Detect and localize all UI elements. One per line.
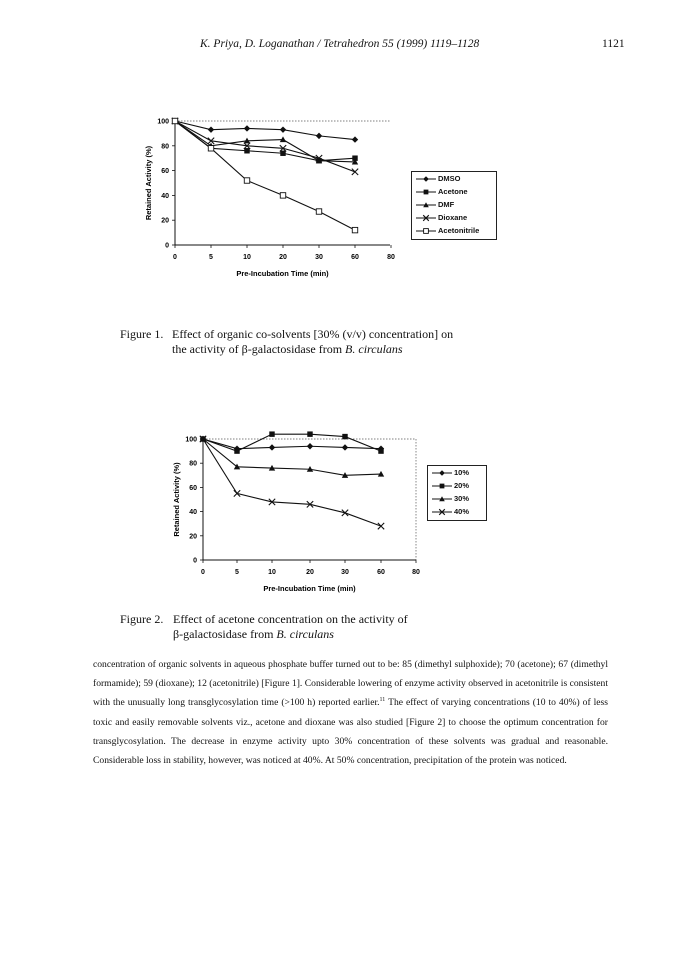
fig1-series-4: [172, 118, 357, 233]
fig1-data-point: [280, 126, 286, 132]
paragraph-1-part-a: concentration of organic solvents in aqueous phosphate buffer turned out to be: 85 (dimethyl sulphoxide); 70 (acetone); 67 (dimethyl formamide); 59 (dioxane); 12 (acetonitrile) [Figure 1]. Considerable lowering of enzyme activity observed in acetonitrile is consistent with the unusually long transglycosylation time (>100 h) reported earlier.: [93, 659, 608, 709]
fig2-data-point: [269, 444, 275, 450]
legend-label: Acetone: [438, 187, 468, 196]
fig2-data-point: [342, 434, 347, 439]
legend-swatch: [415, 213, 437, 223]
fig2-ytick-label: 20: [189, 533, 197, 541]
fig2-data-point: [342, 444, 348, 450]
fig2-data-point: [307, 443, 313, 449]
legend-item: [428, 466, 486, 479]
fig1-data-point: [172, 118, 177, 123]
legend-label: 40%: [454, 507, 470, 516]
fig2-xtick-label: 10: [268, 569, 276, 576]
fig2-data-point: [234, 448, 239, 453]
fig2-xtick-label: 20: [306, 569, 314, 576]
fig1-data-point: [280, 151, 285, 156]
figure-2-caption: [120, 612, 520, 644]
figure-1-caption-line2: the activity of β-galactosidase from: [172, 342, 346, 356]
fig1-xtick-label: 80: [387, 254, 395, 261]
fig2-series-line: [203, 439, 381, 475]
fig2-series-3: [200, 436, 384, 530]
fig1-series-line: [175, 121, 355, 140]
legend-item: [428, 505, 486, 518]
legend-swatch-marker: [424, 189, 429, 194]
fig1-data-point: [316, 133, 322, 139]
fig2-y-axis-label: Retained Activity (%): [172, 462, 181, 537]
fig1-series-1: [172, 118, 357, 163]
legend-swatch: [431, 494, 453, 504]
figure-1-caption-text: [172, 327, 453, 357]
figure-1-caption-organism: B. circulans: [345, 342, 403, 356]
page-number: 1121: [602, 38, 625, 50]
legend-item: [428, 492, 486, 505]
figure-1-caption: [120, 327, 520, 359]
legend-item: [412, 211, 496, 224]
fig2-series-line: [203, 434, 381, 451]
legend-swatch: [415, 200, 437, 210]
legend-swatch-marker: [424, 228, 429, 233]
fig2-series-1: [200, 431, 383, 453]
fig2-xtick-label: 60: [377, 569, 385, 576]
fig1-data-point: [316, 209, 321, 214]
fig2-xtick-label: 5: [235, 569, 239, 576]
legend-label: DMF: [438, 200, 455, 209]
fig2-svg: [160, 437, 430, 602]
fig2-xtick-label: 80: [412, 569, 420, 576]
fig1-data-point: [280, 193, 285, 198]
fig2-data-point: [378, 523, 384, 529]
fig2-xtick-label: 30: [341, 569, 349, 576]
legend-label: 20%: [454, 481, 470, 490]
fig2-ytick-label: 40: [189, 509, 197, 517]
running-header: [0, 38, 692, 54]
fig1-x-axis-label: Pre-Incubation Time (min): [236, 269, 329, 278]
figure-1-label: Figure 1.: [120, 327, 164, 341]
fig1-y-axis-label: Retained Activity (%): [144, 145, 153, 221]
fig1-ytick-label: 20: [161, 217, 169, 225]
figure-1-caption-line1: Effect of organic co-solvents [30% (v/v) concentration] on: [172, 327, 454, 341]
figure-1-legend: [411, 171, 497, 240]
fig1-ytick-label: 100: [157, 118, 169, 126]
fig2-data-point: [307, 431, 312, 436]
legend-swatch-marker: [423, 176, 429, 182]
fig2-x-axis-label: Pre-Incubation Time (min): [263, 584, 356, 593]
figure-2-caption-line2: β-galactosidase from: [173, 627, 277, 641]
fig1-series-2: [172, 118, 358, 165]
fig2-ytick-label: 0: [193, 557, 197, 565]
paragraph-1-part-b: The effect of varying concentrations (10 to 40%) of less toxic and easily removable solvents viz., acetone and dioxane was also studied [Figure 2] to choose the optimum concentration for transglycosylation. The decrease in enzyme activity upto 30% concentration of these solvents was gradual and reasonable. Considerable loss in stability, however, was noticed at 40%. At 50% concentration, precipitation of the protein was noticed.: [93, 697, 608, 767]
legend-swatch: [415, 187, 437, 197]
fig1-series-0: [172, 118, 358, 143]
legend-swatch: [431, 507, 453, 517]
figure-2-caption-organism: B. circulans: [276, 627, 334, 641]
figure-2-label: Figure 2.: [120, 612, 164, 626]
fig1-ytick-label: 80: [161, 143, 169, 151]
legend-swatch: [415, 226, 437, 236]
fig1-data-point: [244, 148, 249, 153]
fig1-series-line: [175, 121, 355, 230]
fig1-xtick-label: 0: [173, 254, 177, 261]
fig1-data-point: [208, 126, 214, 132]
body-paragraph: [93, 655, 608, 770]
fig1-xtick-label: 30: [315, 254, 323, 261]
legend-label: 30%: [454, 494, 470, 503]
legend-label: Dioxane: [438, 213, 468, 222]
figure-2-caption-line1: Effect of acetone concentration on the activity of: [173, 612, 408, 626]
legend-swatch-marker: [440, 483, 445, 488]
fig1-data-point: [244, 125, 250, 131]
legend-swatch: [431, 481, 453, 491]
legend-swatch: [415, 174, 437, 184]
fig1-data-point: [352, 136, 358, 142]
fig1-data-point: [208, 146, 213, 151]
legend-item: [428, 479, 486, 492]
fig2-series-2: [200, 436, 384, 478]
legend-item: [412, 224, 496, 237]
fig2-data-point: [378, 448, 383, 453]
fig1-xtick-label: 5: [209, 254, 213, 261]
paragraph-1: [93, 655, 608, 770]
fig1-svg: [140, 108, 420, 293]
legend-label: DMSO: [438, 174, 461, 183]
fig1-ytick-label: 60: [161, 168, 169, 176]
fig1-data-point: [352, 227, 357, 232]
fig1-data-point: [244, 178, 249, 183]
fig1-ytick-label: 40: [161, 192, 169, 200]
fig1-xtick-label: 60: [351, 254, 359, 261]
fig2-ytick-label: 100: [185, 436, 197, 444]
running-title: K. Priya, D. Loganathan / Tetrahedron 55 (1999) 1119–1128: [200, 38, 480, 50]
fig2-ytick-label: 80: [189, 460, 197, 468]
legend-item: [412, 172, 496, 185]
legend-label: 10%: [454, 468, 470, 477]
figure-1-chart: [140, 108, 420, 293]
legend-item: [412, 185, 496, 198]
fig1-data-point: [352, 169, 358, 175]
fig1-xtick-label: 20: [279, 254, 287, 261]
fig2-xtick-label: 0: [201, 569, 205, 576]
legend-swatch: [431, 468, 453, 478]
figure-2-chart: [160, 437, 430, 602]
fig2-series-0: [200, 436, 384, 452]
legend-swatch-marker: [439, 470, 445, 476]
legend-item: [412, 198, 496, 211]
fig2-data-point: [269, 431, 274, 436]
fig1-series-3: [172, 118, 358, 175]
fig1-ytick-label: 0: [165, 242, 169, 250]
fig2-series-line: [203, 439, 381, 526]
figure-2-legend: [427, 465, 487, 521]
reference-11: 11: [379, 697, 386, 704]
legend-label: Acetonitrile: [438, 226, 480, 235]
figure-2-caption-text: [173, 612, 408, 642]
fig1-xtick-label: 10: [243, 254, 251, 261]
fig2-ytick-label: 60: [189, 484, 197, 492]
